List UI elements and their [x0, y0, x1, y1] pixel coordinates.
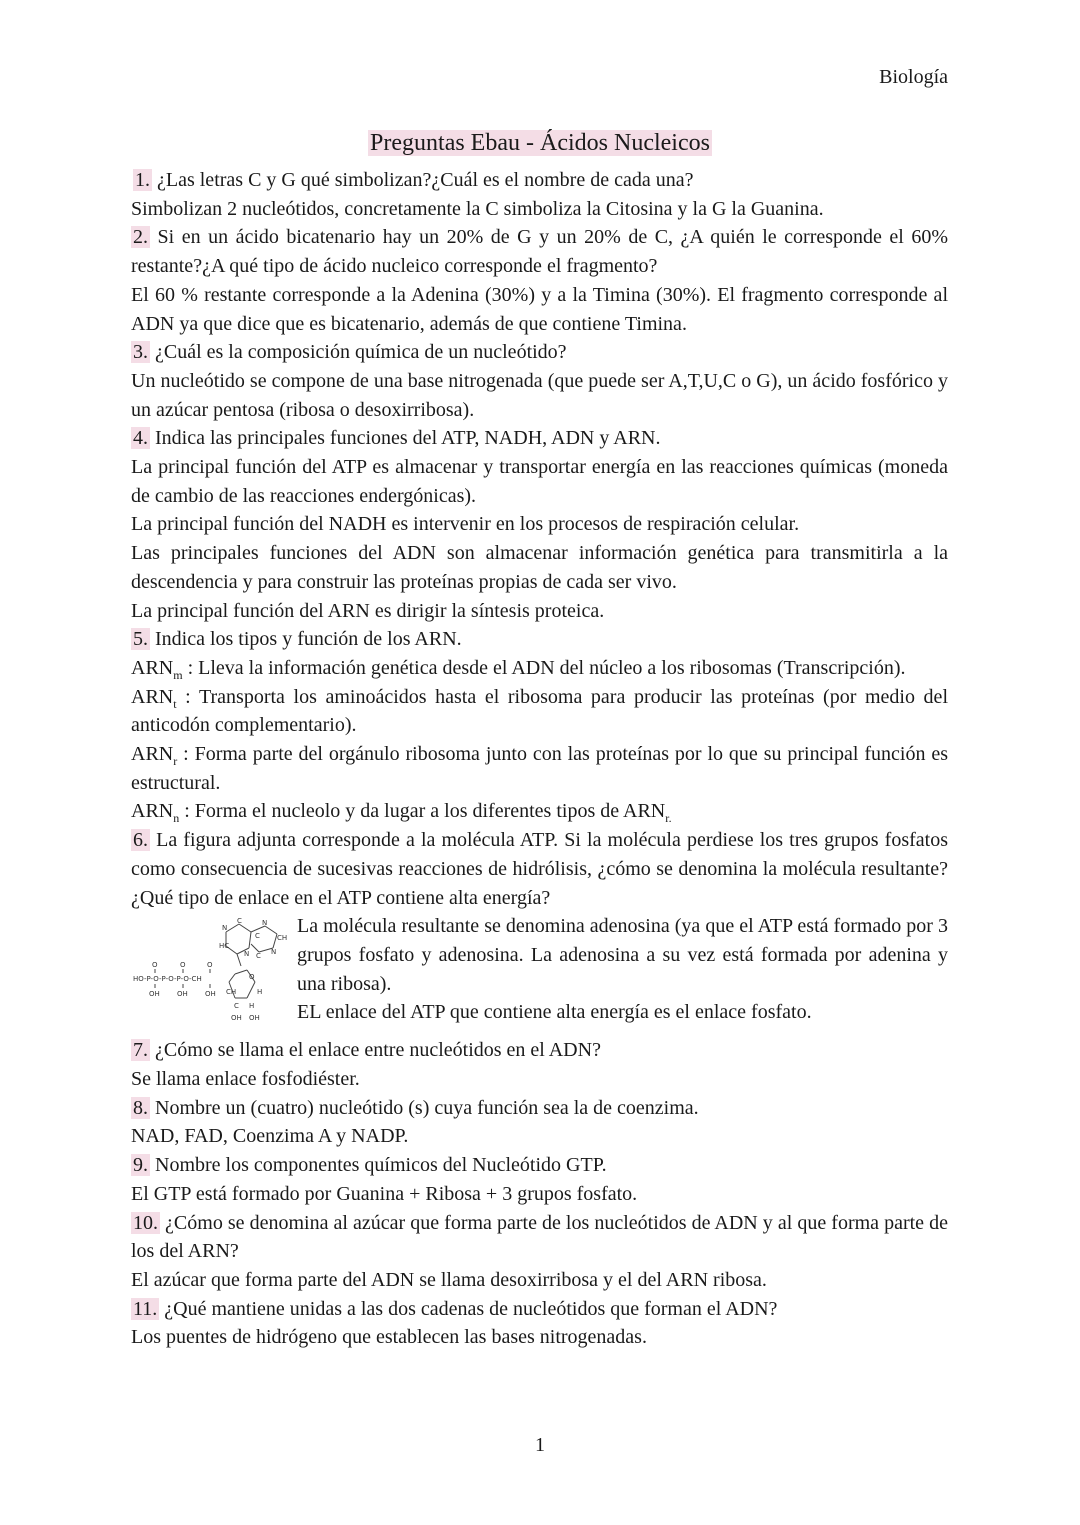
- atp-ring-label: N: [271, 948, 277, 957]
- question-5: [131, 625, 948, 654]
- question-number: 10.: [133, 1211, 158, 1234]
- question-text: ¿Cómo se denomina al azúcar que forma parte de los nucleótidos de ADN y al que forma parte de los del ARN?: [131, 1211, 948, 1263]
- answer-1: Simbolizan 2 nucleótidos, concretamente la C simboliza la Citosina y la G la Guanina.: [131, 197, 824, 220]
- question-number: 3.: [133, 341, 148, 364]
- atp-ring-label: C: [256, 952, 261, 961]
- question-number: 8.: [133, 1096, 148, 1119]
- atp-hydroxyl-label: OH: [205, 990, 216, 999]
- title-text: Preguntas Ebau - Ácidos Nucleicos: [370, 130, 710, 156]
- question-text: Nombre los componentes químicos del Nucleótido GTP.: [150, 1154, 607, 1177]
- answer-3: Un nucleótido se compone de una base nitrogenada (que puede ser A,T,U,C o G), un ácido fosfórico y un azúcar pentosa (ribosa o desoxirribosa).: [131, 369, 948, 421]
- header-subject: Biología: [879, 66, 948, 88]
- atp-hydroxyl-label: OH: [249, 1014, 260, 1023]
- question-number: 9.: [133, 1154, 148, 1177]
- question-8: [131, 1094, 948, 1123]
- arn-m-item: $ARN_m$ : Lleva la información genética desde el ADN del núcleo a los ribosomas (Transcripción).: [131, 656, 906, 682]
- answer-10: El azúcar que forma parte del ADN se llama desoxirribosa y el del ARN ribosa.: [131, 1268, 767, 1291]
- answer-6-molecule: La molécula resultante se denomina adenosina (ya que el ATP está formado por 3 grupos fosfato y adenosina. La adenosina a su vez está formada por adenina y una ribosa).: [297, 915, 948, 995]
- question-text: La figura adjunta corresponde a la molécula ATP. Si la molécula perdiese los tres grupos fosfatos como consecuencia de sucesivas reacciones de hidrólisis, ¿cómo se denomina la molécula resultante? ¿Qué tipo de enlace en el ATP contiene alta energía?: [131, 829, 948, 909]
- question-text: Indica las principales funciones del ATP, NADH, ADN y ARN.: [150, 427, 661, 450]
- atp-ring-label: CH: [226, 988, 237, 997]
- question-number: 1.: [135, 169, 150, 191]
- q6-answer: [297, 912, 948, 1027]
- atp-ring-label: N: [262, 919, 268, 928]
- atp-ring-label: C: [234, 1002, 239, 1011]
- atp-molecule-diagram: [131, 916, 291, 1040]
- atp-oxygen-label: O: [152, 961, 158, 970]
- atp-oxygen-label: O: [249, 973, 255, 982]
- question-7: [131, 1036, 948, 1065]
- answer-9: El GTP está formado por Guanina + Ribosa + 3 grupos fosfato.: [131, 1182, 638, 1205]
- answer-4-nadh: La principal función del NADH es intervenir en los procesos de respiración celular.: [131, 513, 800, 536]
- question-6: [131, 826, 948, 912]
- atp-ring-label: C: [237, 917, 242, 926]
- question-number: 5.: [133, 628, 148, 651]
- arn-t-item: $ARN_t$ : Transporta los aminoácidos hasta el ribosoma para producir las proteínas (por medio del anticodón complementario).: [131, 685, 948, 737]
- atp-hydroxyl-label: OH: [177, 990, 188, 999]
- page-number: 1: [535, 1434, 545, 1456]
- atp-ring-label: H: [249, 1002, 255, 1011]
- question-1: [133, 166, 948, 195]
- question-11: [131, 1295, 948, 1324]
- question-text: Si en un ácido bicatenario hay un 20% de G y un 20% de C, ¿A quién le corresponde el 60% restante?¿A qué tipo de ácido nucleico corresponde el fragmento?: [131, 226, 948, 278]
- answer-4-adn: Las principales funciones del ADN son almacenar información genética para transmitirla a la descendencia y para construir las proteínas propias de cada ser vivo.: [131, 542, 948, 593]
- atp-phosphate-chain: HO-P-O-P-O-P-O-CH: [133, 975, 202, 984]
- atp-oxygen-label: O: [207, 961, 213, 970]
- atp-ring-label: CH: [277, 934, 288, 943]
- question-text: Nombre un (cuatro) nucleótido (s) cuya función sea la de coenzima.: [150, 1096, 699, 1119]
- question-number: 2.: [133, 226, 148, 249]
- answer-6-bond: EL enlace del ATP que contiene alta energía es el enlace fosfato.: [297, 1001, 812, 1024]
- answer-4-arn: La principal función del ARN es dirigir la síntesis proteica.: [131, 599, 605, 622]
- document-body: [131, 166, 948, 1352]
- arn-n-item: $ARN_n$ : Forma el nucleolo y da lugar a los diferentes tipos de $ARN_{r.}$: [131, 800, 672, 826]
- answer-2: El 60 % restante corresponde a la Adenina (30%) y a la Timina (30%). El fragmento corresponde al ADN ya que dice que es bicatenario, además de que contiene Timina.: [131, 283, 948, 335]
- answer-7: Se llama enlace fosfodiéster.: [131, 1067, 360, 1090]
- atp-figure-block: [131, 912, 948, 1036]
- atp-oxygen-label: O: [180, 961, 186, 970]
- question-number: 6.: [133, 829, 148, 852]
- atp-hydroxyl-label: OH: [231, 1014, 242, 1023]
- answer-11: Los puentes de hidrógeno que establecen las bases nitrogenadas.: [131, 1326, 647, 1349]
- answer-8: NAD, FAD, Coenzima A y NADP.: [131, 1125, 409, 1148]
- atp-ring-label: N: [222, 924, 228, 933]
- question-text: ¿Cómo se llama el enlace entre nucleótidos en el ADN?: [150, 1039, 601, 1062]
- atp-ring-label: N: [244, 950, 250, 959]
- question-4: [131, 424, 948, 453]
- question-number: 11.: [133, 1297, 158, 1320]
- question-number: 4.: [133, 427, 148, 450]
- question-text: ¿Las letras C y G qué simbolizan?¿Cuál es el nombre de cada una?: [152, 169, 694, 191]
- atp-ring-label: H: [257, 988, 263, 997]
- question-10: [131, 1209, 948, 1266]
- question-text: ¿Qué mantiene unidas a las dos cadenas de nucleótidos que forman el ADN?: [159, 1297, 778, 1320]
- atp-hydroxyl-label: OH: [149, 990, 160, 999]
- question-2: [131, 223, 948, 280]
- atp-ring-label: HC: [219, 942, 230, 951]
- arn-r-item: $ARN_r$ : Forma parte del orgánulo ribosoma junto con las proteínas por lo que su principal función es estructural.: [131, 743, 948, 794]
- answer-4-atp: La principal función del ATP es almacenar y transportar energía en las reacciones químicas (moneda de cambio de las reacciones endergónicas).: [131, 456, 948, 507]
- question-3: [131, 338, 948, 367]
- question-text: ¿Cuál es la composición química de un nucleótido?: [150, 341, 567, 364]
- atp-ring-label: C: [255, 932, 260, 941]
- page-title: [0, 130, 1080, 157]
- question-text: Indica los tipos y función de los ARN.: [150, 628, 462, 651]
- question-number: 7.: [133, 1039, 148, 1062]
- question-9: [131, 1151, 948, 1180]
